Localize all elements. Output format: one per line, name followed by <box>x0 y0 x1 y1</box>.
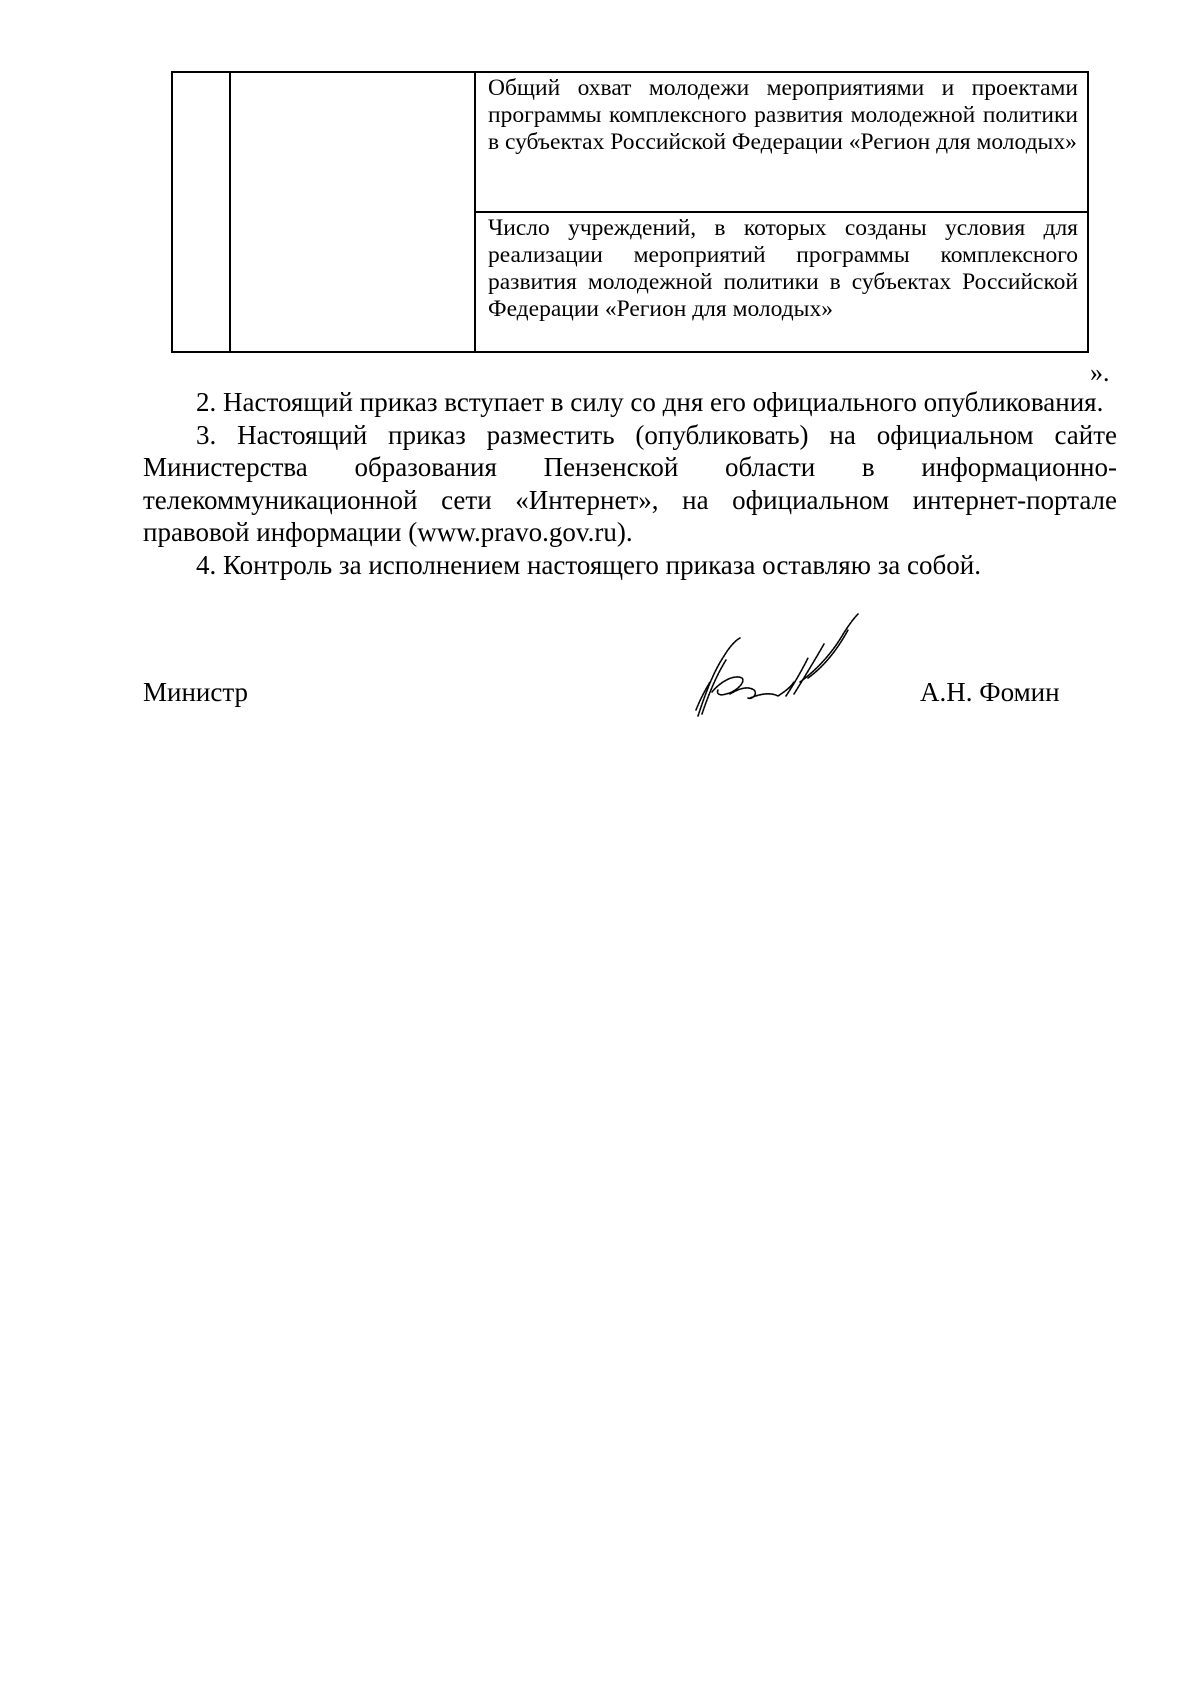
table-cell-indicators <box>476 73 1087 351</box>
paragraph-3: 3. Настоящий приказ разместить (опубликовать) на официальном сайте Министерства образования Пензенской области в информационно-телекоммуникационной сети «Интернет», на официальном интернет-портале правовой информации (www.pravo.gov.ru). <box>143 419 1117 547</box>
paragraph-4: 4. Контроль за исполнением настоящего приказа оставляю за собой. <box>196 549 981 580</box>
handwritten-signature <box>690 612 875 722</box>
closing-quote: ». <box>1090 358 1110 387</box>
indicators-table <box>171 71 1089 353</box>
signatory-role: Министр <box>143 677 248 707</box>
order-text <box>143 386 1117 581</box>
table-cell-number <box>173 73 231 351</box>
table-cell-name <box>231 73 476 351</box>
table-indicator-1: Общий охват молодежи мероприятиями и проектами программы комплексного развития молодежной политики в субъектах Российской Федерации «Регион для молодых» <box>476 73 1087 213</box>
paragraph-2: 2. Настоящий приказ вступает в силу со дня его официального опубликования. <box>196 387 1104 417</box>
signatory-name: А.Н. Фомин <box>920 677 1060 707</box>
table-indicator-2: Число учреждений, в которых созданы условия для реализации мероприятий программы комплексного развития молодежной политики в субъектах Российской Федерации «Регион для молодых» <box>488 215 1078 322</box>
